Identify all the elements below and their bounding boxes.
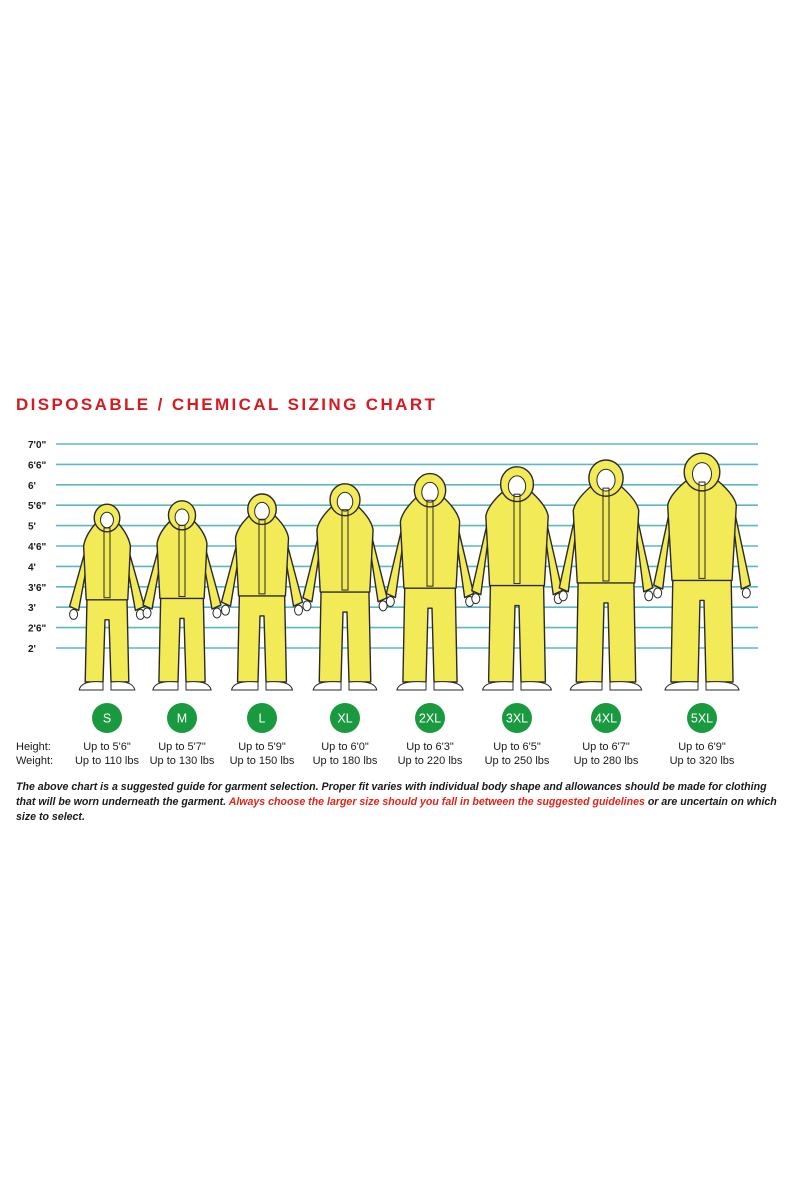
right-hand: [295, 605, 303, 615]
height-value: Up to 5'6": [83, 741, 131, 753]
right-shoe: [349, 682, 377, 690]
coverall-legs: [238, 586, 287, 682]
coverall-legs: [319, 582, 371, 682]
height-value: Up to 5'7": [158, 741, 206, 753]
weight-value: Up to 110 lbs: [74, 755, 139, 767]
left-hand: [221, 605, 229, 615]
left-hand: [143, 608, 151, 618]
coverall-figure: [654, 453, 751, 690]
right-hand: [379, 601, 387, 611]
y-tick-label: 5'6": [28, 501, 47, 513]
weight-value: Up to 320 lbs: [669, 755, 735, 767]
left-shoe: [232, 682, 258, 690]
note-text-end: or are uncertain on which size to select.: [16, 796, 777, 823]
right-shoe: [111, 682, 135, 690]
coverall-legs: [159, 588, 205, 682]
left-hand: [654, 588, 662, 598]
coverall-legs: [403, 578, 457, 682]
right-shoe: [266, 682, 292, 690]
coverall-figure: [472, 467, 562, 690]
coverall-figure: [143, 501, 221, 690]
right-hand: [742, 588, 750, 598]
height-value: Up to 6'5": [493, 741, 541, 753]
size-label: 3XL: [505, 711, 529, 726]
right-shoe: [434, 682, 463, 690]
y-tick-label: 6': [28, 480, 36, 492]
size-label: 4XL: [594, 711, 618, 726]
y-tick-label: 2'6": [28, 623, 47, 635]
size-label: 2XL: [418, 711, 442, 726]
right-shoe: [521, 682, 551, 690]
coverall-figure: [70, 504, 145, 690]
size-label: S: [102, 711, 112, 726]
height-value: Up to 6'9": [678, 741, 726, 753]
weight-value: Up to 280 lbs: [573, 755, 639, 767]
face: [101, 512, 114, 528]
coverall-torso: [573, 482, 639, 583]
y-tick-label: 4': [28, 562, 36, 574]
right-shoe: [610, 682, 642, 690]
coverall-torso: [317, 504, 373, 592]
coverall-torso: [668, 476, 737, 580]
left-hand: [386, 597, 394, 607]
coverall-torso: [486, 488, 548, 585]
left-shoe: [153, 682, 178, 690]
y-tick-label: 2': [28, 644, 36, 655]
left-shoe: [665, 682, 698, 690]
y-tick-label: 5': [28, 521, 36, 533]
coverall-torso: [400, 494, 459, 588]
height-value: Up to 6'0": [321, 741, 369, 753]
left-hand: [70, 609, 78, 619]
y-tick-label: 4'6": [28, 542, 47, 553]
coverall-figure: [386, 474, 473, 690]
left-hand: [472, 594, 480, 604]
left-shoe: [397, 682, 426, 690]
left-shoe: [483, 682, 513, 690]
face: [508, 476, 525, 497]
y-tick-label: 3'6": [28, 582, 47, 594]
coverall-legs: [671, 570, 733, 682]
coverall-figure: [221, 494, 302, 690]
face: [337, 492, 353, 511]
height-value: Up to 6'7": [582, 741, 630, 753]
right-hand: [213, 608, 221, 618]
right-hand: [645, 591, 653, 601]
y-tick-label: 7'0": [28, 440, 47, 451]
note-text: The above chart is a suggested guide for garment selection. Proper fit varies with individual body shape and allowances should be made for clothing that will be worn underneath the garment.: [16, 781, 767, 808]
face: [255, 502, 270, 520]
coverall-torso: [235, 513, 288, 596]
chart-title: DISPOSABLE / CHEMICAL SIZING CHART: [16, 395, 438, 414]
weight-value: Up to 250 lbs: [484, 755, 550, 767]
size-label: M: [176, 711, 188, 726]
right-shoe: [186, 682, 211, 690]
right-shoe: [706, 682, 739, 690]
coverall-torso: [84, 522, 131, 600]
coverall-figure: [559, 460, 653, 690]
left-hand: [303, 601, 311, 611]
weight-value: Up to 150 lbs: [229, 755, 295, 767]
coverall-legs: [85, 590, 129, 682]
size-label: 5XL: [690, 711, 714, 726]
weight-value: Up to 130 lbs: [149, 755, 215, 767]
sizing-note: [16, 780, 786, 825]
weight-row-label: Weight:: [16, 755, 54, 767]
coverall-torso: [157, 519, 207, 598]
height-value: Up to 6'3": [406, 741, 454, 753]
left-shoe: [313, 682, 341, 690]
left-shoe: [79, 682, 103, 690]
height-value: Up to 5'9": [238, 741, 286, 753]
y-tick-label: 3': [28, 603, 36, 615]
weight-value: Up to 220 lbs: [397, 755, 463, 767]
coverall-legs: [489, 576, 546, 682]
left-hand: [559, 591, 567, 601]
left-shoe: [570, 682, 602, 690]
face: [422, 482, 438, 502]
face: [175, 509, 189, 526]
y-tick-label: 6'6": [28, 460, 47, 472]
sizing-chart: [0, 430, 800, 740]
weight-value: Up to 180 lbs: [312, 755, 378, 767]
height-row-label: Height:: [16, 741, 51, 753]
size-label: L: [258, 711, 266, 726]
note-highlight: Always choose the larger size should you fall in between the suggested guidelines: [228, 796, 645, 808]
size-label: XL: [337, 711, 353, 726]
